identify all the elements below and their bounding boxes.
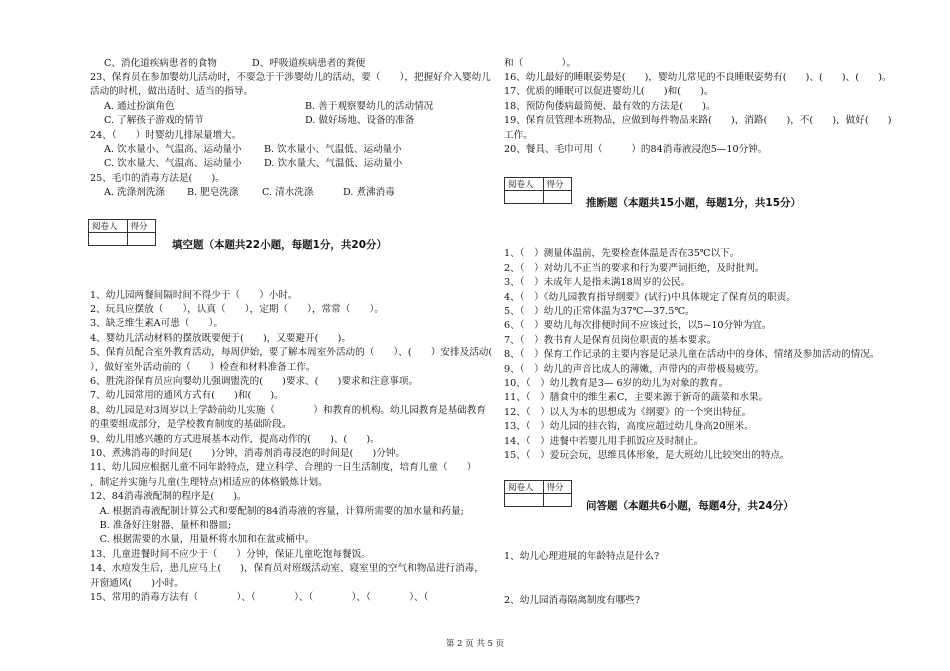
fill-line: 1、幼儿园两餐间隔时间不得少于（ ）小时。 bbox=[90, 290, 298, 301]
judge-line: 2、（ ）对幼儿不正当的要求和行为要严词拒绝，及时批判。 bbox=[504, 263, 765, 274]
q23-option-d: D. 做好场地、设备的准备 bbox=[305, 115, 415, 126]
fill-line: 9、幼儿用感兴趣的方式进展基本动作，提高动作的( )、( )。 bbox=[90, 434, 380, 445]
judge-line: 7、（ ）教书育人是保育员岗位职责的基本要求。 bbox=[504, 335, 717, 346]
fill-line: 2、玩具应摆放（ ），认真（ ），定期（ ），常常（ ）。 bbox=[90, 304, 384, 315]
score-cell[interactable] bbox=[543, 494, 571, 507]
q25-option-d: D. 煮沸消毒 bbox=[343, 187, 395, 198]
fill-line: 8、幼儿园是对3周岁以上学龄前幼儿实施（ ）和教育的机构。幼儿园教育是基础教育 bbox=[90, 405, 486, 416]
fill-line: 20、餐具、毛巾可用（ ）的84消毒液浸泡5—10分钟。 bbox=[504, 144, 768, 155]
judge-line: 9、（ ）幼儿的声音比成人的薄嫩，声带内的声带极易疲劳。 bbox=[504, 364, 765, 375]
judge-line: 14、（ ）进餐中若婴儿用手抓饭应及时制止。 bbox=[504, 436, 704, 447]
score-label: 得分 bbox=[543, 178, 571, 191]
fill-line: 12、84消毒液配制的程序是( )。 bbox=[90, 491, 247, 502]
judge-line: 15、（ ）爱玩会玩，思维具体形象，是大班幼儿比较突出的特点。 bbox=[504, 450, 790, 461]
fill-line: 6、胜洗浴保育员应向婴幼儿强调盥洗的( )要求、( )要求和注意事项。 bbox=[90, 376, 419, 387]
q25-stem: 25、毛巾的消毒方法是( )。 bbox=[90, 173, 225, 184]
mc-line: 活动的时机，做出适时、适当的指导。 bbox=[90, 86, 254, 97]
fill-line: 10、煮沸消毒的时间是( )分钟，消毒剂消毒浸泡的时间是( )分钟。 bbox=[90, 448, 405, 459]
page-footer: 第 2 页 共 5 页 bbox=[445, 639, 505, 649]
q24-option-b: B. 饮水量小、气温低、运动量小 bbox=[264, 144, 402, 155]
grader-score-box bbox=[504, 480, 572, 507]
mc-line: C、消化道疾病患者的食物 bbox=[104, 58, 217, 69]
judge-line: 6、（ ）要幼儿每次排便时间不应该过长，以5~10分钟为宜。 bbox=[504, 320, 772, 331]
fill-line: B. 准备好注射器、量杯和器皿; bbox=[90, 520, 232, 531]
grader-label: 阅卷人 bbox=[505, 178, 544, 191]
qa-line: 1、幼儿心理进展的年龄特点是什么? bbox=[504, 551, 660, 562]
fill-line: 11、幼儿园应根据儿童不同年龄特点，建立科学、合理的一日生活制度，培育儿童（ ） bbox=[90, 462, 477, 473]
grader-label: 阅卷人 bbox=[505, 481, 544, 494]
q25-option-a: A. 洗涤剂洗涤 bbox=[104, 187, 165, 198]
fill-line: 的重要组成部分，是学校教育制度的基础阶段。 bbox=[90, 419, 292, 430]
judge-line: 5、（ ）幼儿的正常体温为37℃—37.5℃。 bbox=[504, 306, 695, 317]
score-label: 得分 bbox=[127, 220, 155, 233]
judge-section-title: 推断题（本题共15小题，每题1分，共15分） bbox=[586, 197, 802, 209]
judge-line: 12、（ ）以人为本的思想成为《纲要》的一个突出特征。 bbox=[504, 407, 752, 418]
q24-option-d: D. 饮水量大、气温低、运动量小 bbox=[264, 158, 403, 169]
fill-line: 3、缺乏维生素A可患（ ）。 bbox=[90, 318, 223, 329]
grader-score-box bbox=[504, 177, 572, 204]
q24-option-a: A. 饮水量小、气温高、运动量小 bbox=[104, 144, 242, 155]
fill-line: 18、预防佝偻病最简便、最有效的方法是( )。 bbox=[504, 101, 716, 112]
fill-line: 7、幼儿园常用的通风方式有( )和( )。 bbox=[90, 390, 284, 401]
q25-option-b: B. 肥皂洗涤 bbox=[187, 187, 239, 198]
fill-line: A. 根据消毒液配制计算公式和要配制的84消毒液的容量，计算所需要的加水量和药量; bbox=[90, 506, 464, 517]
fill-line: 19、保育员管理本班物品，应做到每件物品来路( )，消路( )，不( )，做好( ) bbox=[504, 115, 892, 126]
fill-line: 开窗通风( )小时。 bbox=[90, 578, 184, 589]
fill-line: ），做好室外活动前的（ ）检查和材料准备工作。 bbox=[90, 362, 316, 373]
fill-line: 5、保育员配合室外教育活动，每周伊始，要了解本周室外活动的（ ）、( ）安排及活动( bbox=[90, 347, 493, 358]
fill-line: 15、常用的消毒方法有（ ）、（ ）、（ ）、（ ）、（ bbox=[90, 592, 429, 603]
qa-line: 2、幼儿园消毒隔离制度有哪些? bbox=[504, 595, 640, 606]
q24-option-c: C. 饮水量大、气温高、运动量小 bbox=[104, 158, 242, 169]
fill-line: C. 根据需要的水量，用量杯将水加和在盆或桶中。 bbox=[90, 534, 315, 545]
judge-line: 11、（ ）膳食中的维生素C，主要来源于新奇的蔬菜和水果。 bbox=[504, 392, 769, 403]
q23-option-a: A. 通过扮演角色 bbox=[104, 101, 175, 112]
grader-cell[interactable] bbox=[505, 191, 544, 204]
fill-section-title: 填空题（本题共22小题，每题1分，共20分） bbox=[172, 239, 388, 251]
qa-section-title: 问答题（本题共6小题，每题4分，共24分） bbox=[586, 500, 794, 512]
judge-line: 8、（ ）保育工作记录的主要内容是记录儿童在活动中的身体、情绪及参加活动的情况。 bbox=[504, 349, 880, 360]
fill-line: 13、儿童进餐时间不应少于（ ）分钟，保证儿童吃饱每餐饭。 bbox=[90, 549, 371, 560]
mc-line: D、呼吸道疾病患者的粪便 bbox=[252, 58, 366, 69]
grader-cell[interactable] bbox=[89, 233, 128, 246]
q24-stem: 24、（ ）时婴幼儿排尿量增大。 bbox=[90, 130, 242, 141]
grader-score-box bbox=[88, 219, 156, 246]
judge-line: 4、（ ）《幼儿园教育指导纲要》(试行)中具体规定了保育员的职责。 bbox=[504, 292, 796, 303]
fill-line: 16、幼儿最好的睡眠姿势是( )，婴幼儿常见的不良睡眠姿势有( )、( )、( )。 bbox=[504, 72, 892, 83]
judge-line: 3、（ ）未成年人是指未满18周岁的公民。 bbox=[504, 277, 691, 288]
fill-line: 工作。 bbox=[504, 130, 533, 141]
score-cell[interactable] bbox=[127, 233, 155, 246]
mc-line: 23、保育员在参加婴幼儿活动时，不要急于干涉婴幼儿的活动，要（ ），把握好介入婴幼儿 bbox=[90, 72, 491, 83]
score-cell[interactable] bbox=[543, 191, 571, 204]
grader-label: 阅卷人 bbox=[89, 220, 128, 233]
grader-cell[interactable] bbox=[505, 494, 544, 507]
fill-line: 和（ ）。 bbox=[504, 58, 576, 69]
score-label: 得分 bbox=[543, 481, 571, 494]
judge-line: 1、（ ）测量体温前，先要检查体温是否在35℃以下。 bbox=[504, 248, 740, 259]
q25-option-c: C. 清水洗涤 bbox=[262, 187, 314, 198]
fill-line: 17、优质的睡眠可以促进婴幼儿( )和( )。 bbox=[504, 86, 714, 97]
q23-option-c: C. 了解孩子游戏的情节 bbox=[104, 115, 204, 126]
judge-line: 13、（ ）幼儿园的挂衣钩，高度应超过幼儿身高20厘米。 bbox=[504, 421, 754, 432]
q23-option-b: B. 善于观察婴幼儿的活动情况 bbox=[305, 101, 434, 112]
fill-line: 4、婴幼儿活动材料的摆放既要便于( )，又要避开( )。 bbox=[90, 333, 351, 344]
fill-line: 14、水痘发生后，患儿应马上( )，保育员对班级活动室、寝室里的空气和物品进行消毒， bbox=[90, 563, 484, 574]
judge-line: 10、（ ）幼儿教育是3— 6岁的幼儿为对象的教育。 bbox=[504, 378, 729, 389]
fill-line: ，制定并实施与儿童(生理特点)相适应的体格锻炼计划。 bbox=[90, 477, 328, 488]
